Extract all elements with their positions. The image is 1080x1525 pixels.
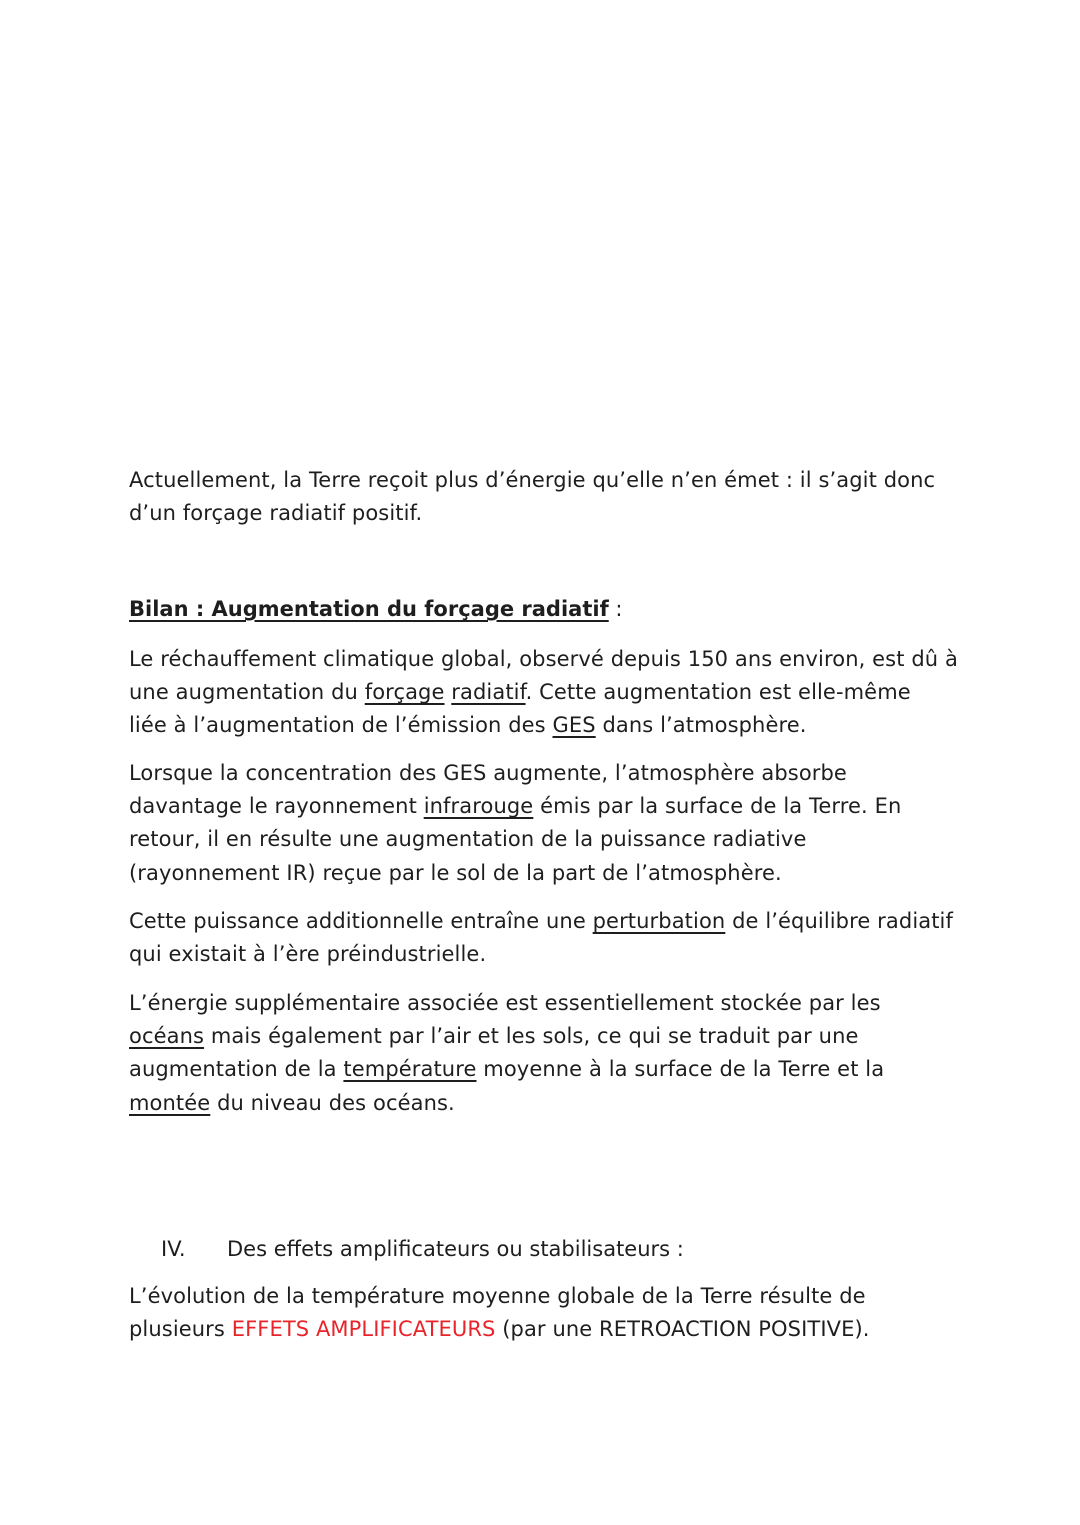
bilan-paragraph-4	[129, 987, 959, 1120]
text-run: dans l’atmosphère.	[595, 713, 807, 738]
text-run: Cette puissance additionnelle entraîne une	[129, 909, 593, 933]
bilan-p2-line-3: retour, il en résulte une augmentation de la puissance radiative	[129, 827, 807, 852]
underlined-term-montee: montée	[129, 1090, 211, 1115]
section-4-line-2	[129, 1313, 959, 1346]
highlight-effets-amplificateurs: EFFETS AMPLIFICATEURS	[231, 1317, 496, 1342]
bilan-paragraph-3	[129, 905, 959, 971]
intro-line-1: Actuellement, la Terre reçoit plus d’énergie qu’elle n’en émet : il s’agit donc	[129, 468, 936, 492]
bilan-p4-line-1: L’énergie supplémentaire associée est essentiellement stockée par les	[129, 991, 881, 1015]
text-run: (par une RETROACTION POSITIVE).	[495, 1317, 870, 1342]
text-run: mais également par l’air et les sols, ce qui se traduit par une	[204, 1024, 859, 1049]
text-run: de l’équilibre radiatif	[725, 909, 953, 933]
section-4-number: IV.	[161, 1237, 186, 1261]
bilan-p4-line-3	[129, 1053, 959, 1086]
intro-line-2: d’un forçage radiatif positif.	[129, 501, 423, 526]
bilan-p3-line-2: qui existait à l’ère préindustrielle.	[129, 942, 487, 967]
text-run: du niveau des océans.	[210, 1090, 455, 1115]
text-run: davantage le rayonnement	[129, 794, 424, 819]
section-4-line-1: L’évolution de la température moyenne globale de la Terre résulte de	[129, 1284, 866, 1308]
text-run: émis par la surface de la Terre. En	[533, 794, 902, 819]
text-run: moyenne à la surface de la Terre et la	[476, 1057, 885, 1082]
bilan-p4-line-2	[129, 1020, 959, 1053]
bilan-title: Bilan : Augmentation du forçage radiatif	[129, 597, 609, 621]
bilan-p2-line-4: (rayonnement IR) reçue par le sol de la part de l’atmosphère.	[129, 860, 782, 885]
bilan-p1-line-1: Le réchauffement climatique global, observé depuis 150 ans environ, est dû à	[129, 647, 958, 671]
bilan-p4-line-4	[129, 1087, 959, 1120]
text-run: liée à l’augmentation de l’émission des	[129, 713, 553, 738]
underlined-term-radiatif: radiatif	[451, 680, 526, 705]
bilan-paragraph-1	[129, 643, 959, 743]
bilan-colon: :	[608, 597, 623, 621]
underlined-term-infrarouge: infrarouge	[423, 794, 534, 819]
bilan-paragraph-2	[129, 757, 959, 890]
bilan-p2-line-2	[129, 790, 959, 823]
underlined-term-ges: GES	[552, 713, 596, 738]
section-4-title: Des effets amplificateurs ou stabilisateurs :	[227, 1237, 684, 1261]
section-4-heading	[161, 1233, 684, 1266]
bilan-p2-line-1: Lorsque la concentration des GES augmente, l’atmosphère absorbe	[129, 761, 847, 785]
text-run: plusieurs	[129, 1317, 232, 1342]
text-run: . Cette augmentation est elle-même	[525, 680, 911, 705]
text-run: augmentation de la	[129, 1057, 344, 1082]
underlined-term-oceans: océans	[129, 1024, 205, 1049]
intro-paragraph	[129, 464, 959, 530]
underlined-term-forcage: forçage	[364, 680, 445, 705]
bilan-p3-line-1	[129, 905, 959, 938]
section-4-paragraph	[129, 1280, 959, 1346]
bilan-p1-line-3	[129, 709, 959, 742]
text-run: une augmentation du	[129, 680, 365, 705]
bilan-p1-line-2	[129, 676, 959, 709]
bilan-heading	[129, 593, 622, 626]
underlined-term-temperature: température	[343, 1057, 477, 1082]
underlined-term-perturbation: perturbation	[592, 909, 726, 933]
